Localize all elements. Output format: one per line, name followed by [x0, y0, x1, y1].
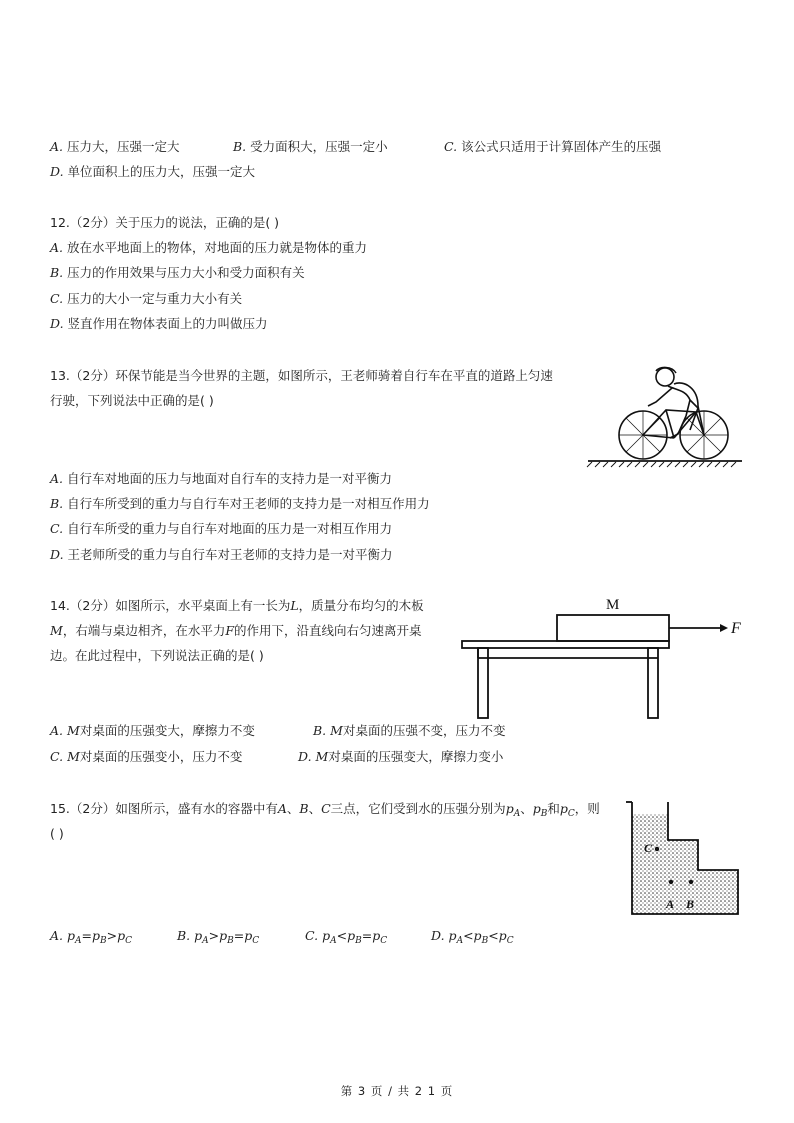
pressure-p: p [92, 928, 101, 943]
q12-option-a [50, 240, 367, 256]
relation: < [463, 928, 474, 943]
option-text: 对桌面的压强不变，压力不变 [342, 723, 506, 738]
option-text: 压力大，压强一定大 [67, 139, 180, 154]
option-letter: A. [50, 139, 64, 154]
pressure-p: p [194, 928, 203, 943]
option-letter: B. [177, 928, 191, 943]
q15-option-c [305, 928, 387, 949]
option-letter: B. [233, 139, 247, 154]
var-m: M [330, 723, 343, 738]
q15-stem-line2: ( ) [50, 826, 64, 841]
relation: < [336, 928, 348, 943]
q15-option-b [177, 928, 259, 949]
subscript-b: B [227, 936, 234, 946]
option-text: 受力面积大，压强一定小 [250, 139, 388, 154]
subscript-b: B [540, 809, 548, 819]
q14-option-d [298, 749, 503, 765]
relation: = [361, 928, 373, 943]
option-letter: C. [305, 928, 319, 943]
var-m: M [50, 623, 63, 638]
relation: = [81, 928, 92, 943]
option-letter: A. [50, 928, 64, 943]
option-text: 该公式只适用于计算固体产生的压强 [461, 139, 662, 154]
option-letter: C. [50, 291, 64, 306]
option-text: 王老师所受的重力与自行车对王老师的支持力是一对平衡力 [67, 547, 393, 562]
stem-text: ，则 [574, 801, 600, 816]
var-f: F [225, 623, 235, 638]
q13-option-c [50, 521, 392, 537]
point-b: B [299, 801, 309, 816]
fig-label-b: B [686, 897, 695, 911]
q14-option-a [50, 723, 255, 739]
q13-stem-line2: 行驶，下列说法中正确的是( ) [50, 393, 214, 408]
option-text: 自行车对地面的压力与地面对自行车的支持力是一对平衡力 [67, 471, 393, 486]
subscript-c: C [506, 936, 514, 946]
relation: < [488, 928, 499, 943]
cyclist-figure [586, 360, 744, 468]
relation: = [233, 928, 245, 943]
subscript-b: B [355, 936, 362, 946]
subscript-c: C [567, 809, 575, 819]
fig-label-c: C [644, 841, 653, 855]
option-text: 自行车所受到的重力与自行车对王老师的支持力是一对相互作用力 [67, 496, 430, 511]
q12-option-d [50, 316, 268, 332]
q11-option-a [50, 139, 180, 155]
page-footer: 第 3 页 / 共 2 1 页 [340, 1084, 454, 1098]
option-text: 自行车所受的重力与自行车对地面的压力是一对相互作用力 [67, 521, 393, 536]
stem-text: 三点，它们受到水的压强分别为 [330, 801, 506, 816]
option-text: 竖直作用在物体表面上的力叫做压力 [67, 316, 268, 331]
option-letter: B. [50, 265, 64, 280]
pressure-p: p [448, 928, 457, 943]
var-l: L [290, 598, 299, 613]
option-text: 对桌面的压强变大，摩擦力变小 [328, 749, 504, 764]
var-m: M [315, 749, 329, 764]
q11-option-b [233, 139, 388, 155]
pressure-p: p [347, 928, 356, 943]
option-letter: C. [50, 521, 64, 536]
q14-stem-line2 [50, 623, 422, 639]
option-letter: D. [431, 928, 445, 943]
subscript-c: C [125, 936, 133, 946]
pressure-p: p [505, 801, 514, 816]
q15-option-a [50, 928, 132, 949]
option-text: 对桌面的压强变大，摩擦力不变 [79, 723, 255, 738]
subscript-c: C [380, 936, 388, 946]
q15-stem-line1 [50, 801, 600, 822]
pressure-p: p [322, 928, 331, 943]
subscript-a: A [513, 809, 521, 819]
subscript-b: B [100, 936, 107, 946]
q13-option-d [50, 547, 393, 563]
q14-option-c [50, 749, 242, 765]
board-label-m: M [606, 597, 620, 613]
q13-option-a [50, 471, 392, 487]
q12-option-c [50, 291, 242, 307]
pressure-p: p [219, 928, 228, 943]
stem-text: 15.（2分）如图所示，盛有水的容器中有 [50, 801, 278, 816]
stem-text: 的作用下，沿直线向右匀速离开桌 [234, 623, 422, 638]
stem-text: ，右端与桌边相齐，在水平力 [62, 623, 226, 638]
q13-stem-line1: 13.（2分）环保节能是当今世界的主题，如图所示，王老师骑着自行车在平直的道路上匀速 [50, 368, 553, 383]
point-c: C [321, 801, 331, 816]
relation: > [208, 928, 220, 943]
option-text: 对桌面的压强变小，压力不变 [79, 749, 243, 764]
conjunction: 和 [547, 801, 560, 816]
subscript-a: A [330, 936, 337, 946]
separator: 、 [308, 801, 322, 816]
option-letter: A. [50, 471, 64, 486]
q11-option-c [444, 139, 661, 155]
pressure-p: p [244, 928, 253, 943]
q12-option-b [50, 265, 305, 281]
option-letter: D. [50, 547, 64, 562]
option-text: 放在水平地面上的物体，对地面的压力就是物体的重力 [67, 240, 368, 255]
pressure-p: p [498, 928, 507, 943]
pressure-p: p [67, 928, 76, 943]
fig-label-a: A [666, 897, 675, 911]
option-letter: C. [50, 749, 64, 764]
pressure-p: p [117, 928, 126, 943]
force-label-f: F [731, 620, 741, 637]
point-a: A [277, 801, 287, 816]
option-text: 单位面积上的压力大，压强一定大 [67, 164, 256, 179]
q14-stem-line1 [50, 598, 424, 614]
pressure-p: p [372, 928, 381, 943]
pressure-p: p [532, 801, 541, 816]
option-text: 压力的大小一定与重力大小有关 [67, 291, 243, 306]
subscript-a: A [75, 936, 82, 946]
separator: 、 [520, 801, 533, 816]
pressure-p: p [473, 928, 482, 943]
var-m: M [67, 749, 80, 764]
option-letter: A. [50, 240, 64, 255]
q13-option-b [50, 496, 430, 512]
separator: 、 [286, 801, 300, 816]
option-letter: D. [50, 316, 64, 331]
option-letter: D. [298, 749, 312, 764]
option-text: 压力的作用效果与压力大小和受力面积有关 [67, 265, 305, 280]
q15-option-d [431, 928, 514, 949]
var-m: M [67, 723, 80, 738]
subscript-c: C [252, 936, 260, 946]
option-letter: A. [50, 723, 64, 738]
q11-option-d [50, 164, 255, 180]
subscript-a: A [202, 936, 209, 946]
relation: > [106, 928, 118, 943]
table-board-figure [458, 590, 750, 722]
subscript-b: B [481, 936, 489, 946]
option-letter: B. [50, 496, 64, 511]
water-container-figure [624, 800, 744, 920]
subscript-a: A [456, 936, 464, 946]
pressure-p: p [559, 801, 568, 816]
stem-text: 14.（2分）如图所示，水平桌面上有一长为 [50, 598, 291, 613]
stem-text: ，质量分布均匀的木板 [298, 598, 424, 613]
option-letter: C. [444, 139, 458, 154]
q12-stem: 12.（2分）关于压力的说法，正确的是( ) [50, 215, 280, 230]
q14-option-b [313, 723, 505, 739]
q14-stem-line3: 边。在此过程中，下列说法正确的是( ) [50, 648, 264, 663]
option-letter: B. [313, 723, 327, 738]
option-letter: D. [50, 164, 64, 179]
